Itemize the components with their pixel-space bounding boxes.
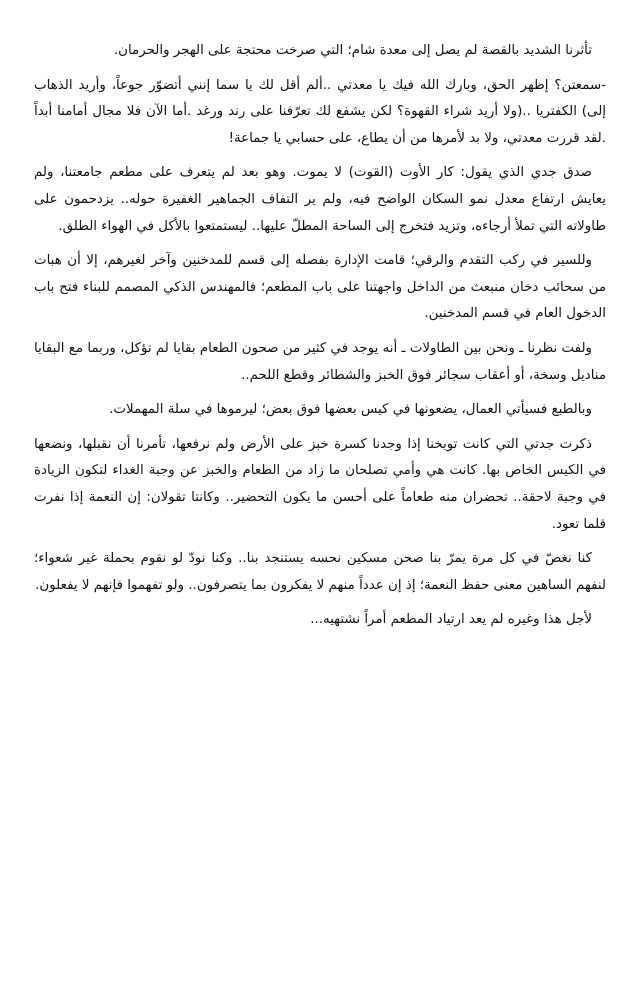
paragraph-6: وبالطبع فسيأتي العمال، يضعونها في كيس بعضها فوق بعض؛ ليرموها في سلة المهملات. — [109, 402, 592, 418]
paragraph-8: كنا نغصّ في كل مرة يمرّ بنا صحن مسكين نحسه يستنجد بنا.. وكنا نودّ لو نقوم بحملة غير شعواء؛ لنفهم الساهين معنى حفظ النعمة؛ إذ إن عدداً منهم لا يفكرون بما يتصرفون.. ولو تفهموا فإنهم لا يفعلون. — [34, 551, 606, 593]
paragraph-4: وللسير في ركب التقدم والرقي؛ قامت الإدارة بفصله إلى قسم للمدخنين وآخر لغيرهم، إلا أن هبات من سحائب دخان منبعث من الداخل واجهتنا على باب المطعم؛ فالمهندس الذكي المصمم للبناء فتح باب الدخول العام في قسم المدخنين. — [34, 253, 606, 322]
paragraph-7: ذكرت جدتي التي كانت توبخنا إذا وجدنا كسرة خبز على الأرض ولم نرفعها، تأمرنا أن نقبلها، ونضعها في الكيس الخاص بها. كانت هي وأمي تصلحان ما زاد من الطعام والخبز عن وجبة الغداء لتكون الزيادة في وجبة لاحقة.. تحضران منه طعاماً على أحسن ما يكون التحضير.. وكانتا تقولان: إن النعمة إذا نفرت قلما تعود. — [34, 436, 606, 532]
paragraph-2: -سمعتن؟ إظهر الحق، وبارك الله فيك يا معدتي ..ألم أقل لك يا سما إنني أتضوّر جوعاً، وأريد الذهاب إلى) الكفتريا ..(ولا أريد شراء القهوة؟ لكن يشفع لك تعرّفنا على رند ورغد .أما الآن فلا مجال أمامنا أبداً .لقد قررت معدتي، ولا بد لأمرها من أن يطاع، على حسابي يا جماعة! — [34, 77, 606, 146]
paragraph-1: تأثرنا الشديد بالقصة لم يصل إلى معدة شام؛ التي صرخت محتجة على الهجر والحرمان. — [113, 43, 592, 58]
paragraph-9: لأجل هذا وغيره لم يعد ارتياد المطعم أمراً نشتهيه... — [310, 612, 592, 628]
paragraph-5: ولفت نظرنا ـ ونحن بين الطاولات ـ أنه يوجد في كثير من صحون الطعام بقايا لم تؤكل، وربما مع البقايا مناديل وسخة، أو أعقاب سجائر فوق الخبز والشطائر وقطع اللحم.. — [34, 340, 606, 383]
paragraph-3: صدق جدي الذي يقول: كار الأوت (القوت) لا يموت. وهو بعد لم يتعرف على مطعم جامعتنا، ولم يعايش ارتفاع معدل نمو السكان الواضح فيه، ولم ير التفاف الجماهير الغفيرة حوله.. يزدحمون على طاولاته التي تملأ أرجاءه، وتزيد فتخرج إلى الساحة المطلّ عليها.. ليستمتعوا بالأكل في الهواء الطلق. — [34, 165, 606, 234]
document-body — [34, 38, 606, 642]
